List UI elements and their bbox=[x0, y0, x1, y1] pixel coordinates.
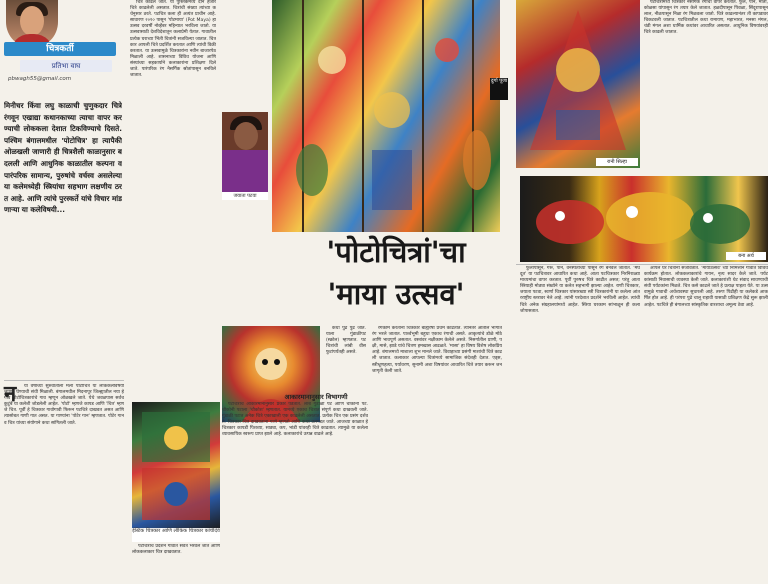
fish-painting-photo bbox=[520, 176, 768, 262]
painting-photo bbox=[516, 0, 640, 168]
intro-paragraph bbox=[4, 100, 122, 380]
article-column-right2 bbox=[644, 266, 768, 584]
article-column-2 bbox=[130, 0, 216, 398]
pattachitra-caption: ईस्टिक चित्रकार आणि लौकिक चित्रकार कांचीदेवे bbox=[132, 528, 220, 542]
scroll-paintings-photo bbox=[272, 0, 500, 232]
headline-line-2: 'माया उत्सव' bbox=[327, 277, 465, 311]
column-text: आपले घर चित्रांनी सजवितात. 'मायाउत्सव' च्या निमित्ताने गावात विविध कार्यक्रम होतात. लोककलाकारांचे गायन, नृत्य सादर केले जाते. पर्यटकांसाठी निवासाची व्यवस्था केली जाते. कलाकारांशी थेट संवाद साधण्याची संधी पर्यटकांना मिळते. चित्र कसे काढले जाते हे प्रत्यक्ष पाहता येते. या उत्सवामुळे गावाची अर्थव्यवस्था सुधारली आहे. तरुण पिढीही या कलेकडे आकर्षित होत आहे. ही परंपरा पुढे चालू राहावी यासाठी प्रशिक्षण केंद्रे सुरू झाली आहेत. पटचित्रे ही बंगालच्या सांस्कृतिक वारशाचा अमूल्य ठेवा आहे. bbox=[644, 266, 768, 308]
dropcap: न bbox=[4, 382, 17, 407]
intro-tail: आणि त्यांचे पुरस्कर्ते यांचे विचार मांडणाऱ्या या कलेविषयी... bbox=[4, 193, 122, 215]
article-column-topright bbox=[644, 0, 768, 170]
painting-motifs bbox=[516, 0, 640, 168]
author-email: pbwagh55@gmail.com bbox=[8, 76, 72, 82]
article-column-center bbox=[372, 326, 502, 584]
column-text: कथा पुढे पुढे जाते. याला गुंडाळीपट (स्क्रोल) म्हणतात. पटचित्रांची लांबी वीस फुटांपर्यंतही असते. bbox=[326, 326, 366, 356]
column-tag: चित्रकर्ती bbox=[4, 42, 116, 56]
article-column-1 bbox=[4, 384, 124, 582]
article-column-right1 bbox=[520, 266, 640, 584]
column-text: पटचित्राचे प्रदर्शन गावात सर्वत्र भरवले जाते आणि लोककलाकार चित्र दाखवतात. bbox=[132, 544, 220, 556]
author-name: प्रतिभा वाघ bbox=[20, 60, 112, 72]
article-column-mid2 bbox=[222, 402, 368, 584]
column-text: पटचित्रांचे आकारमानानुसार प्रकार पडतात. लांब गुंडाळी पट आणि चौकोनी पट. चौकोनी पटाला 'चौकोश' म्हणतात. यामध्ये एकाच चित्रात संपूर्ण कथा दाखवली जाते. गुंडाळी पटात अनेक चित्रे एकाखाली एक काढलेली असतात. प्रत्येक चित्र एक प्रसंग दर्शवते. चित्रकार चित्र दाखवताना गाणे म्हणतो आणि कथा उलगडत जाते. आजच्या काळात हे चित्रकार कापडी पिशव्या, साड्या, कप, भांडी यांवरही चित्रे काढतात. त्यामुळे या कलेला व्यावसायिक स्वरूप प्राप्त झाले आहे. कलाकारांचे उत्पन्न वाढले आहे. bbox=[222, 402, 368, 438]
painting-caption: रानी सिल्हा bbox=[596, 158, 638, 166]
headline-line-1: 'पोटोचित्रां'चा bbox=[326, 235, 466, 269]
column-text: चित्र काढले जाते. या पुस्तिकेमध्ये दोन हजार चित्रे काढलेली असतात. चित्रांची संख्या त्यांच्या कथेनुसार ठरते. पटचित्र कला ही अत्यंत प्राचीन आहे. साधारण २०१० पासून 'पोटमाया' (Pot Maya) हा उत्सव दरवर्षी नोव्हेंबर महिन्यात भरविला जातो. या उत्सवासाठी देशविदेशातून कलाप्रेमी येतात. गावातील प्रत्येक घराच्या भिंती चित्रांनी सजविल्या जातात. चित्रकार आपली चित्रे प्रदर्शित करतात आणि त्यांची विक्री करतात. या उत्सवामुळे चित्रकारांना नवीन बाजारपेठ मिळाली आहे. शासनाच्या विविध योजना आणि संस्थांच्या सहकार्याने कलाकारांना प्रशिक्षण दिले जाते. पारंपरिक रंग नैसर्गिक स्रोतांपासून बनविले जातात. bbox=[130, 0, 216, 79]
artist-photo-caption: जयाता पटवा bbox=[222, 192, 268, 200]
durga-puja-tag: दुर्गा पूजा bbox=[490, 78, 508, 100]
column-text: फुलांपासून, गेरू, पाने, वनस्पतींच्या पासून रंग बनवले जातात. 'मेघदूत' या पटचित्रावर आधारित कथा आहे. आता पटचित्रकार निरनिराळ्या माध्यमांचा वापर करतात. पूर्वी पुरुषच चित्रे काढीत असत; परंतु आता स्त्रियाही मोठ्या संख्येने या कलेत सहभागी झाल्या आहेत. राणी चित्रकार, जयाता पटवा, स्वर्णा चित्रकार यांसारख्या स्त्री चित्रकारांनी या कलेला आंतरराष्ट्रीय स्तरावर नेले आहे. त्यांनी परदेशात प्रदर्शने भरविली आहेत. त्यांची चित्रे अनेक संग्रहालयांमध्ये आहेत. स्त्रिया घरकाम सांभाळून ही कला जोपासतात. bbox=[520, 266, 640, 314]
column-text: या वर्षाच्या सुरुवातीला मला पोटोचित्र या लोककलेविषयी जाणून घेण्याची संधी मिळाली. बंगालमधील मिदनापूर जिल्ह्यातील नया हे गाव पोटोचित्रकारांचे गाव म्हणून ओळखले जाते. येथे जवळपास सर्वच कुटुंबे या कलेशी जोडलेली आहेत. 'पोटो' म्हणजे कापड आणि 'चित्र' म्हणजे चित्र. पूर्वी हे चित्रकार गावोगावी फिरून पटचित्रे दाखवत असत आणि त्यासोबत गाणी गात असत. या गाण्यांना 'पोटेर गान' म्हणतात. पोटेर गान व चित्र यांच्या संयोगाने कथा सांगितली जाते. bbox=[4, 384, 124, 426]
fish-motifs bbox=[520, 176, 768, 262]
column-text: पटचित्रामध्ये चित्रकार नैसर्गिक रंगांचा वापर करतात. फुले, पाने, माती, कोळसा यांपासून रंग तयार केले जातात. हळदीपासून पिवळा, सिंदूरापासून लाल, नीळपासून निळा रंग मिळवला जातो. चित्रे काढल्यानंतर ती कापडावर चिकटवली जातात. पटचित्रातील कथा रामायण, महाभारत, मनसा मंगल, चंडी मंगल अशा धार्मिक कथांवर आधारित असतात. आधुनिक विषयांवरही चित्रे काढली जातात. bbox=[644, 0, 768, 36]
article-column-mid1 bbox=[326, 326, 366, 394]
fish-painting-caption: बना अर्थ bbox=[726, 252, 766, 260]
pattachitra-photo bbox=[132, 402, 220, 530]
article-column-bottomleft bbox=[132, 544, 220, 584]
subhead: आकारमानानुसार विभागणी bbox=[284, 393, 348, 401]
intro-text: मिनीचर किंवा लघु काळाची चुणुकदार चित्रे रंगवून एखाद्या कथानकाच्या त्याचा वापर करण्याची लोककला देशात टिकविण्याचे दिसते. पश्चिम बंगालमधील 'पोटोचित्र' हा त्यापैकी ओळखली जाणारी ही चित्रशैली काळानुसार बदलली आणि आधुनिक काळातील कल्पना व पारंपरिक सामान्य, पुरुषांचे वर्चस्व असलेल्या या कलेमध्येही स्त्रियांचा सहभाग लक्षणीय ठरत आहे. bbox=[4, 101, 122, 203]
pattachitra-motifs bbox=[132, 402, 220, 530]
scroll-motifs bbox=[272, 0, 500, 232]
artist-photo bbox=[222, 112, 268, 194]
column-text: रंगकाम करताना चित्रकार बाह्यरेषा प्रथम काढतात. त्यानंतर आतील भागात रंग भरले जातात. पार्श्वभूमी बहुधा एकाच रंगाची असते. आकृत्यांचे डोळे मोठे आणि भावपूर्ण असतात. वस्त्रांवर नक्षीकाम केलेले असते. निसर्गातील प्राणी, पक्षी, मासे, झाडे यांचे चित्रण हमखास आढळते. 'मासा' हा विषय विशेष लोकप्रिय आहे. बंगालमध्ये माशाला शुभ मानले जाते. विवाहाच्या प्रसंगी माशांची चित्रे काढली जातात. कलाकार आपल्या चित्रांमध्ये सामाजिक संदेशही देतात. एड्स, स्त्रीभ्रूणहत्या, पर्यावरण, सुनामी अशा विषयांवर आधारित चित्रे तयार करून जनजागृती केली जाते. bbox=[372, 326, 502, 374]
